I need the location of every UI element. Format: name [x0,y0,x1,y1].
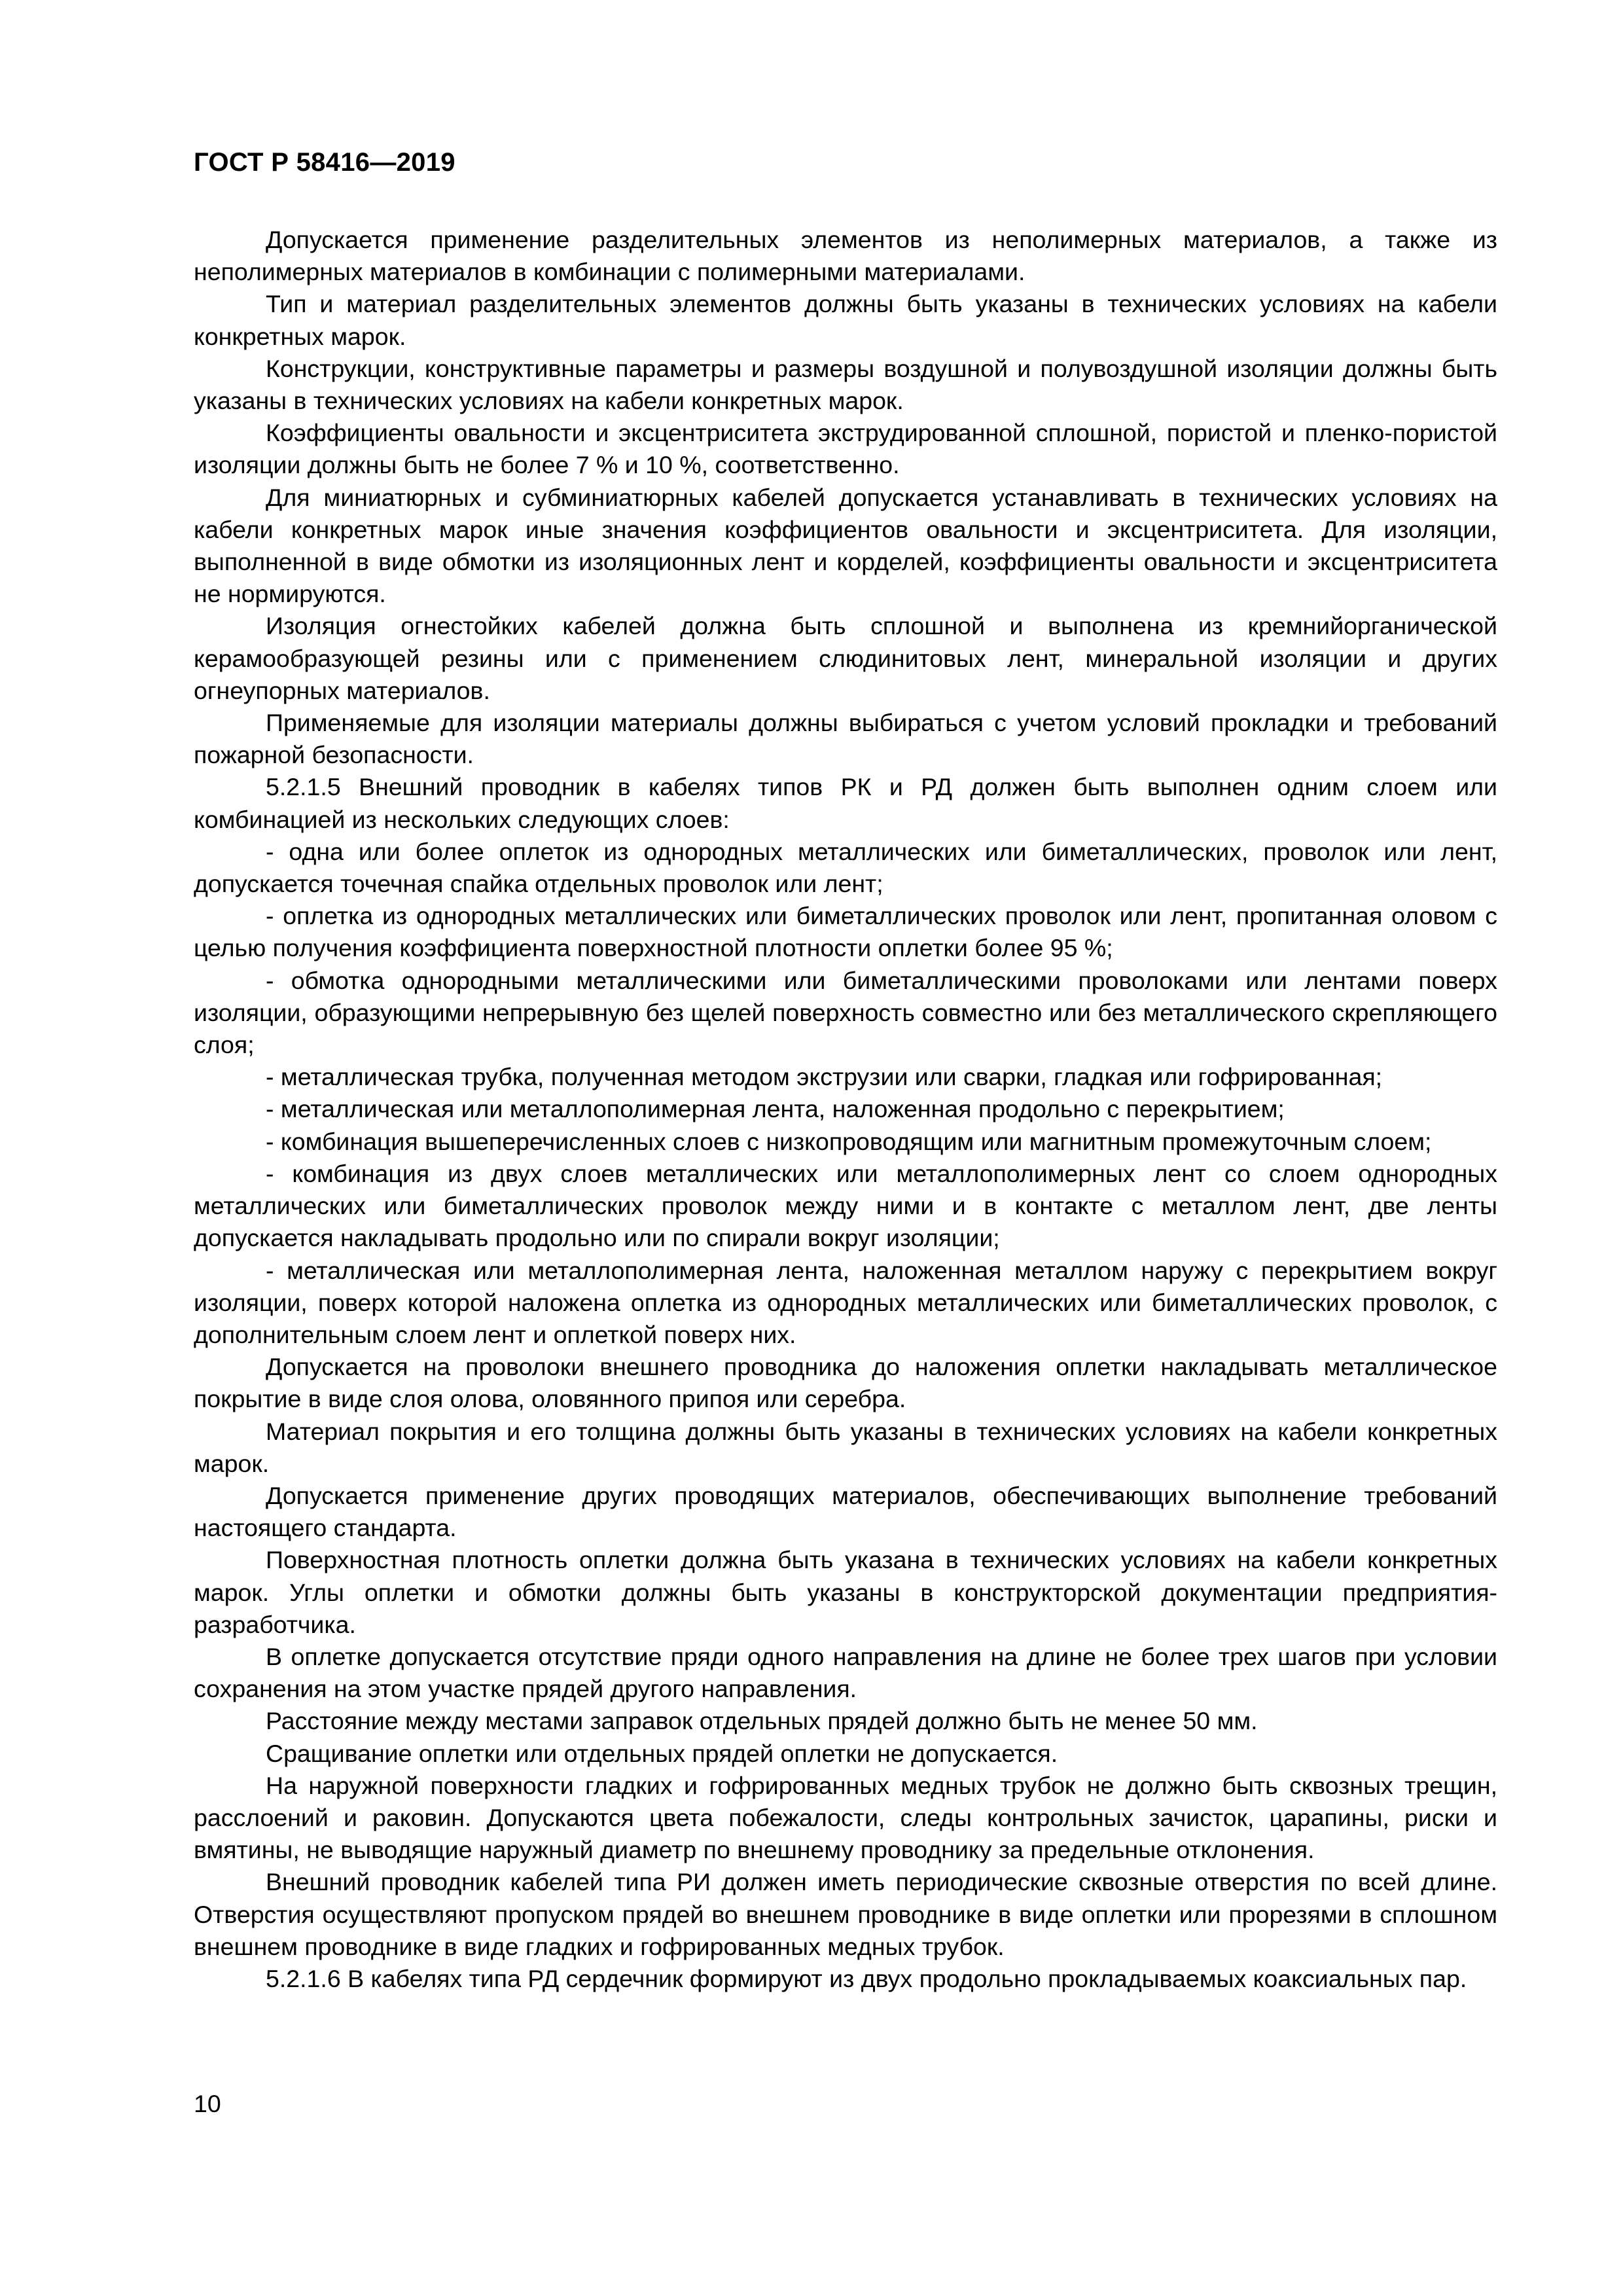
list-item: - одна или более оплеток из однородных металлических или биметаллических, проволок или лент, допускается точечная спайка отдельных проволок или лент; [194,837,1497,898]
list-item: - комбинация из двух слоев металлических или металлополимерных лент со слоем однородных металлических или биметаллических проволок между ними и в контакте с металлом лент, две ленты допускается накладывать продольно или по спирали вокруг изоляции; [194,1159,1497,1252]
list-item: - металлическая или металлополимерная лента, наложенная продольно с перекрытием; [266,1095,1285,1123]
paragraph: Тип и материал разделительных элементов должны быть указаны в технических условиях на кабели конкретных марок. [194,290,1497,350]
list-item: - комбинация вышеперечисленных слоев с низкопроводящим или магнитным промежуточным слоем; [266,1127,1432,1155]
paragraph: Изоляция огнестойких кабелей должна быть сплошной и выполнена из кремнийорганической керамообразующей резины или с применением слюдинитовых лент, минеральной изоляции и других огнеупорных материалов. [194,612,1497,704]
paragraph: Поверхностная плотность оплетки должна быть указана в технических условиях на кабели конкретных марок. Углы оплетки и обмотки должны быть указаны в конструкторской документации предприятия-разработчика. [194,1546,1497,1638]
paragraph: Коэффициенты овальности и эксцентриситета экструдированной сплошной, пористой и пленко-пористой изоляции должны быть не более 7 % и 10 %, соответственно. [194,419,1497,479]
clause-5-2-1-5: 5.2.1.5 Внешний проводник в кабелях типов РК и РД должен быть выполнен одним слоем или комбинацией из нескольких следующих слоев: [194,773,1497,833]
paragraph: Для миниатюрных и субминиатюрных кабелей допускается устанавливать в технических условиях на кабели конкретных марок иные значения коэффициентов овальности и эксцентриситета. Для изоляции, выполненной в виде обмотки из изоляционных лент и корделей, коэффициенты овальности и эксцентриситета не нормируются. [194,483,1497,608]
paragraph: Расстояние между местами заправок отдельных прядей должно быть не менее 50 мм. [266,1707,1258,1735]
paragraph: Сращивание оплетки или отдельных прядей оплетки не допускается. [266,1739,1058,1767]
paragraph: Внешний проводник кабелей типа РИ должен иметь периодические сквозные отверстия по всей длине. Отверстия осуществляют пропуском прядей во внешнем проводнике в виде оплетки или прорезями в сплошном внешнем проводнике в виде гладких и гофрированных медных трубок. [194,1868,1497,1960]
list-item: - металлическая трубка, полученная методом экструзии или сварки, гладкая или гофрированная; [266,1063,1383,1091]
paragraph: Допускается применение других проводящих материалов, обеспечивающих выполнение требований настоящего стандарта. [194,1481,1497,1542]
paragraph: В оплетке допускается отсутствие пряди одного направления на длине не более трех шагов при условии сохранения на этом участке прядей другого направления. [194,1642,1497,1703]
paragraph: Применяемые для изоляции материалы должны выбираться с учетом условий прокладки и требований пожарной безопасности. [194,709,1497,769]
paragraph: Конструкции, конструктивные параметры и размеры воздушной и полувоздушной изоляции должны быть указаны в технических условиях на кабели конкретных марок. [194,354,1497,415]
list-item: - обмотка однородными металлическими или биметаллическими проволоками или лентами поверх изоляции, образующими непрерывную без щелей поверхность совместно или без металлического скрепляющего слоя; [194,966,1497,1059]
page-number: 10 [194,2090,221,2117]
standard-id-header: ГОСТ Р 58416—2019 [194,148,455,177]
paragraph: Допускается на проволоки внешнего проводника до наложения оплетки накладывать металлическое покрытие в виде слоя олова, оловянного припоя или серебра. [194,1353,1497,1413]
list-item: - металлическая или металлополимерная лента, наложенная металлом наружу с перекрытием вокруг изоляции, поверх которой наложена оплетка из однородных металлических или биметаллических проволок, с дополнительным слоем лент и оплеткой поверх них. [194,1256,1497,1348]
clause-5-2-1-6: 5.2.1.6 В кабелях типа РД сердечник формируют из двух продольно прокладываемых коаксиальных пар. [266,1964,1467,1992]
list-item: - оплетка из однородных металлических или биметаллических проволок или лент, пропитанная оловом с целью получения коэффициента поверхностной плотности оплетки более 95 %; [194,902,1497,962]
paragraph: Допускается применение разделительных элементов из неполимерных материалов, а также из неполимерных материалов в комбинации с полимерными материалами. [194,226,1497,286]
paragraph: Материал покрытия и его толщина должны быть указаны в технических условиях на кабели конкретных марок. [194,1417,1497,1477]
body-text [194,224,1497,1995]
paragraph: На наружной поверхности гладких и гофрированных медных трубок не должно быть сквозных трещин, расслоений и раковин. Допускаются цвета побежалости, следы контрольных зачисток, царапины, риски и вмятины, не выводящие наружный диаметр по внешнему проводнику за предельные отклонения. [194,1771,1497,1864]
